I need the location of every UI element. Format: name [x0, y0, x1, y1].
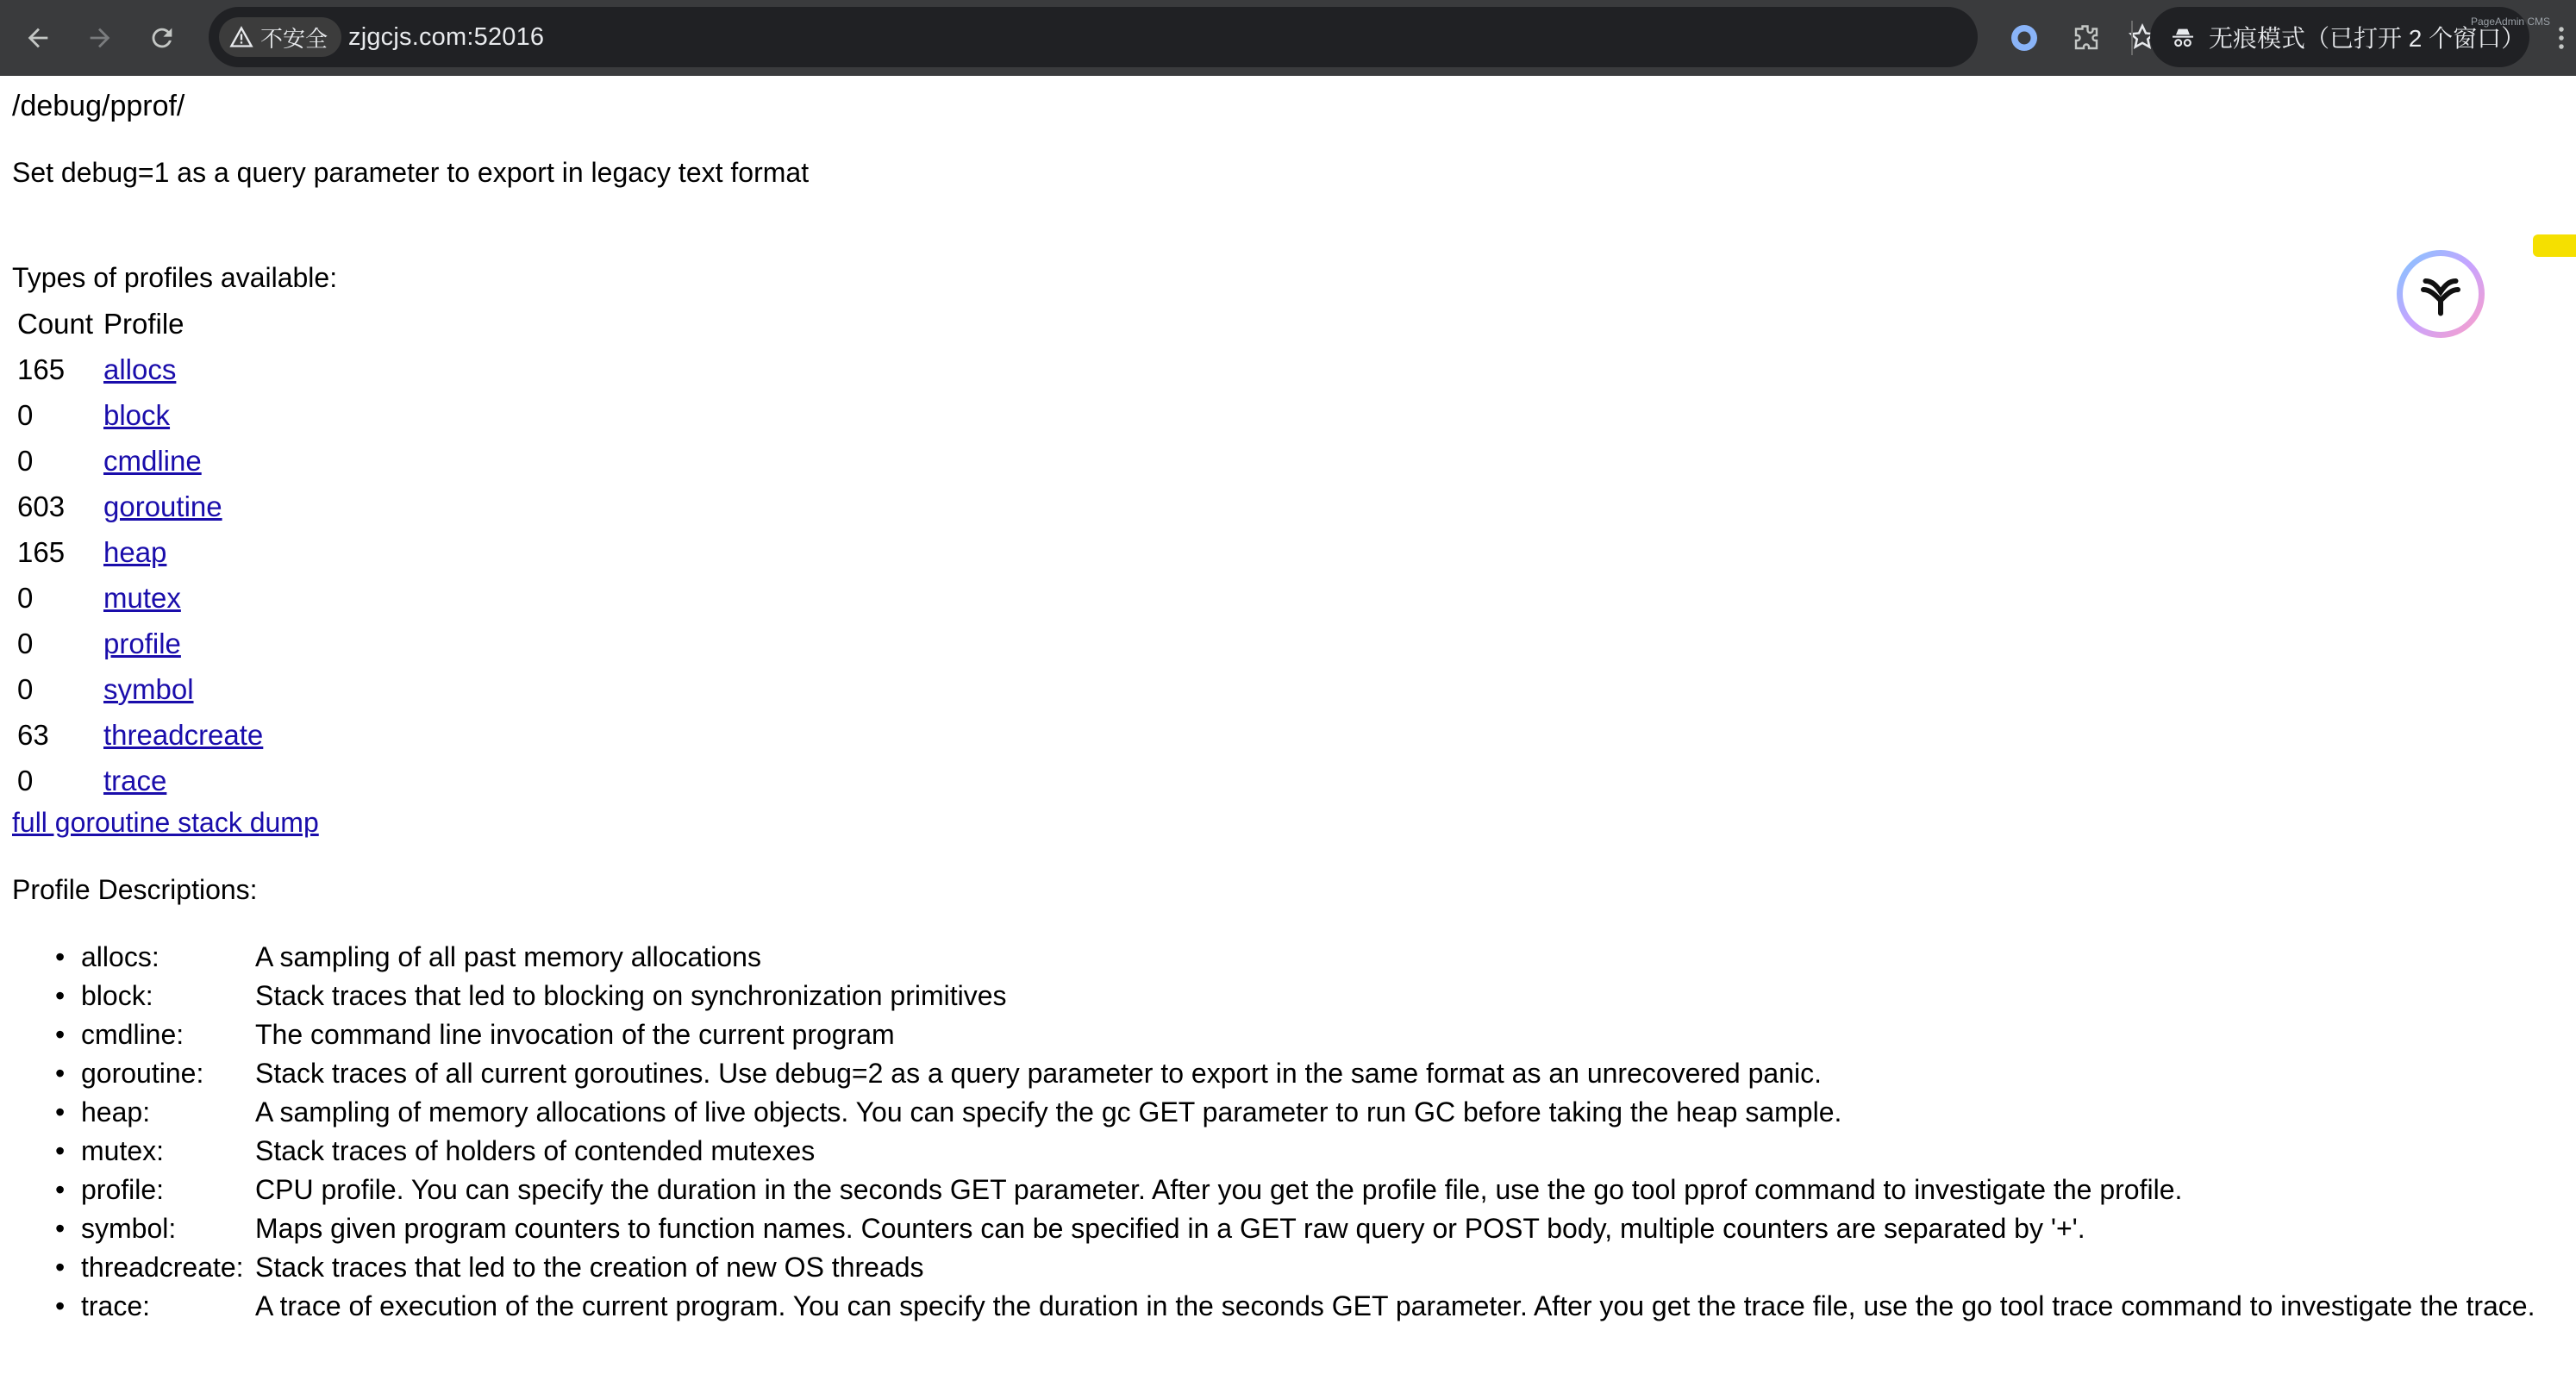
- assistant-float-button[interactable]: [2397, 250, 2485, 338]
- count-cell: 63: [17, 718, 49, 751]
- description-text: Maps given program counters to function names. Counters can be specified in a GET raw query or POST body, multiple counters are separated by '+'.: [255, 1213, 2085, 1244]
- description-text: Stack traces of holders of contended mutexes: [255, 1135, 816, 1166]
- bullet-icon: •: [55, 980, 66, 1011]
- descriptions-list: [12, 938, 2564, 1326]
- table-row: [16, 575, 265, 621]
- page-path: /debug/pprof/: [12, 90, 185, 122]
- list-item: [12, 1248, 2564, 1287]
- count-cell: 165: [17, 535, 66, 568]
- description-name: allocs:: [81, 941, 159, 972]
- profile-cell: [102, 438, 265, 484]
- description-name: goroutine:: [81, 1058, 204, 1089]
- reload-icon: [147, 23, 177, 53]
- profile-link-heap[interactable]: heap: [103, 535, 167, 568]
- forward-button[interactable]: [78, 16, 122, 60]
- profile-link-allocs[interactable]: allocs: [103, 353, 177, 385]
- description-text: Stack traces of all current goroutines. Use debug=2 as a query parameter to export in the same format as an unrecovered panic.: [255, 1058, 1822, 1089]
- table-row: [16, 438, 265, 484]
- puzzle-icon: [2071, 22, 2102, 53]
- count-cell: 0: [17, 672, 34, 705]
- table-row: [16, 758, 265, 803]
- profile-cell: [102, 484, 265, 529]
- bullet-icon: •: [55, 1096, 66, 1128]
- browser-toolbar: [0, 0, 2576, 76]
- extension-circle-icon: [2009, 22, 2040, 53]
- table-row: [16, 621, 265, 666]
- table-row: [16, 712, 265, 758]
- list-item: [12, 977, 2564, 1015]
- description-name: cmdline:: [81, 1019, 184, 1050]
- table-row: [16, 666, 265, 712]
- reload-button[interactable]: [140, 16, 184, 60]
- profile-link-cmdline[interactable]: cmdline: [103, 444, 202, 477]
- list-item: [12, 1132, 2564, 1171]
- description-name: trace:: [81, 1290, 151, 1321]
- profile-cell: [102, 712, 265, 758]
- count-cell: 0: [17, 398, 34, 431]
- table-header-row: [16, 302, 265, 347]
- count-cell: 603: [17, 490, 66, 522]
- count-header: Count: [17, 308, 94, 340]
- table-row: [16, 347, 265, 392]
- warning-icon: [229, 25, 253, 49]
- profile-link-mutex[interactable]: mutex: [103, 581, 181, 614]
- full-goroutine-dump-link[interactable]: full goroutine stack dump: [12, 807, 319, 838]
- list-item: [12, 1209, 2564, 1248]
- extension-button[interactable]: [2005, 19, 2043, 57]
- count-cell: 165: [17, 353, 66, 385]
- profile-cell: [102, 666, 265, 712]
- back-button[interactable]: [16, 16, 60, 60]
- list-item: [12, 1171, 2564, 1209]
- address-bar[interactable]: [209, 7, 1978, 67]
- list-item: [12, 1054, 2564, 1093]
- list-item: [12, 938, 2564, 977]
- count-cell: 0: [17, 444, 34, 477]
- side-drawer-tab[interactable]: [2533, 234, 2576, 257]
- description-text: A sampling of memory allocations of live objects. You can specify the gc GET parameter to run GC before taking the heap sample.: [255, 1096, 1842, 1128]
- profile-cell: [102, 529, 265, 575]
- watermark-text: PageAdmin CMS: [2471, 16, 2551, 28]
- list-item: [12, 1015, 2564, 1054]
- toolbar-divider: [2131, 21, 2133, 55]
- back-icon: [23, 23, 53, 53]
- description-text: The command line invocation of the current program: [255, 1019, 895, 1050]
- incognito-icon: [2169, 23, 2197, 51]
- profile-cell: [102, 621, 265, 666]
- table-row: [16, 392, 265, 438]
- description-name: block:: [81, 980, 153, 1011]
- security-label: 不安全: [260, 25, 328, 52]
- description-text: A sampling of all past memory allocations: [255, 941, 761, 972]
- profile-cell: [102, 347, 265, 392]
- more-vert-icon: [2557, 23, 2566, 53]
- bullet-icon: •: [55, 1058, 66, 1089]
- types-heading: Types of profiles available:: [12, 262, 338, 293]
- bullet-icon: •: [55, 1135, 66, 1166]
- description-text: Stack traces that led to blocking on synchronization primitives: [255, 980, 1007, 1011]
- table-row: [16, 529, 265, 575]
- profile-link-block[interactable]: block: [103, 398, 171, 431]
- descriptions-heading: Profile Descriptions:: [12, 874, 258, 905]
- profile-link-goroutine[interactable]: goroutine: [103, 490, 222, 522]
- bullet-icon: •: [55, 1019, 66, 1050]
- bullet-icon: •: [55, 1252, 66, 1283]
- description-text: CPU profile. You can specify the duration in the seconds GET parameter. After you get the profile file, use the go tool pprof command to investigate the profile.: [255, 1174, 2183, 1205]
- table-row: [16, 484, 265, 529]
- profile-link-symbol[interactable]: symbol: [103, 672, 194, 705]
- profile-link-threadcreate[interactable]: threadcreate: [103, 718, 264, 751]
- description-name: symbol:: [81, 1213, 177, 1244]
- extensions-menu-button[interactable]: [2067, 19, 2105, 57]
- profile-cell: [102, 392, 265, 438]
- description-name: mutex:: [81, 1135, 165, 1166]
- description-name: heap:: [81, 1096, 151, 1128]
- assistant-logo-icon: [2415, 268, 2467, 320]
- list-item: [12, 1287, 2564, 1326]
- bullet-icon: •: [55, 941, 66, 972]
- description-name: profile:: [81, 1174, 165, 1205]
- profile-cell: [102, 758, 265, 803]
- browser-menu-button[interactable]: [2548, 17, 2574, 59]
- bullet-icon: •: [55, 1290, 66, 1321]
- description-name: threadcreate:: [81, 1252, 244, 1283]
- count-cell: 0: [17, 764, 34, 796]
- bullet-icon: •: [55, 1213, 66, 1244]
- description-text: A trace of execution of the current program. You can specify the duration in the seconds GET parameter. After you get the trace file, use the go tool trace command to investigate the trace.: [255, 1290, 2535, 1321]
- incognito-label: 无痕模式（已打开 2 个窗口）: [2209, 25, 2526, 52]
- list-item: [12, 1093, 2564, 1132]
- profile-header: Profile: [103, 308, 184, 340]
- profile-link-profile[interactable]: profile: [103, 627, 181, 659]
- forward-icon: [85, 23, 115, 53]
- security-chip[interactable]: [219, 17, 341, 57]
- profile-cell: [102, 575, 265, 621]
- description-text: Stack traces that led to the creation of new OS threads: [255, 1252, 924, 1283]
- intro-text: Set debug=1 as a query parameter to export in legacy text format: [12, 157, 810, 188]
- count-cell: 0: [17, 627, 34, 659]
- profiles-table: [12, 302, 268, 803]
- url-text[interactable]: zjgcjs.com:52016: [348, 23, 545, 51]
- bullet-icon: •: [55, 1174, 66, 1205]
- count-cell: 0: [17, 581, 34, 614]
- profile-link-trace[interactable]: trace: [103, 764, 167, 796]
